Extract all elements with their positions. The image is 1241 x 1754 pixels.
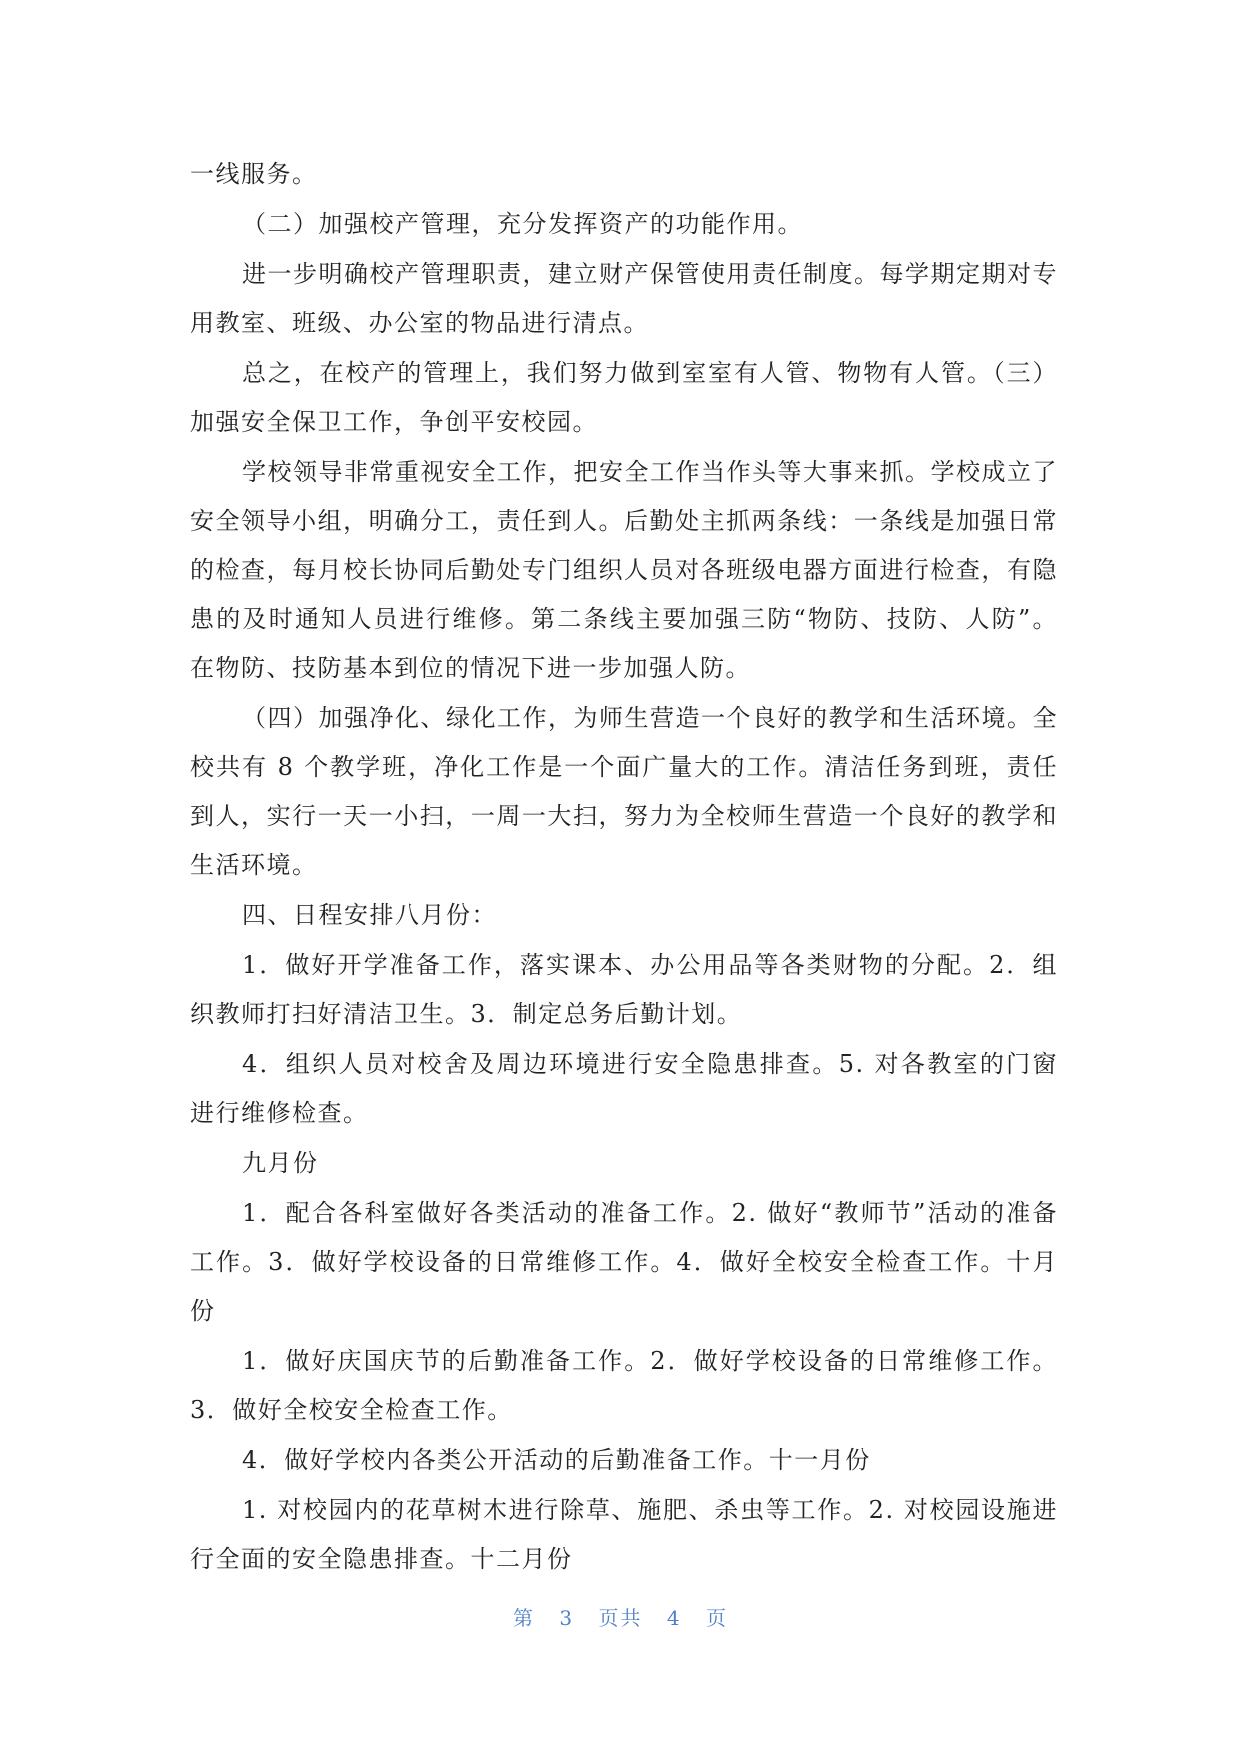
page-footer <box>0 1602 1241 1631</box>
footer-suffix: 页 <box>705 1606 728 1630</box>
paragraph: 1．做好庆国庆节的后勤准备工作。2．做好学校设备的日常维修工作。3．做好全校安全检查工作。 <box>190 1347 1058 1424</box>
paragraph: （四）加强净化、绿化工作，为师生营造一个良好的教学和生活环境。全校共有 8 个教学班，净化工作是一个面广量大的工作。清洁任务到班，责任到人，实行一天一小扫，一周一大扫，努力为全校师生营造一个良好的教学和生活环境。 <box>190 704 1058 879</box>
month-heading: 九月份 <box>242 1149 319 1177</box>
paragraph: 4．组织人员对校舍及周边环境进行安全隐患排查。5. 对各教室的门窗进行维修检查。 <box>190 1050 1058 1127</box>
footer-prefix: 第 <box>513 1606 536 1630</box>
section-heading: 四、日程安排八月份： <box>242 901 497 929</box>
footer-middle: 页共 <box>598 1606 643 1630</box>
paragraph: 1．做好开学准备工作，落实课本、办公用品等各类财物的分配。2．组织教师打扫好清洁卫生。3．制定总务后勤计划。 <box>190 951 1058 1028</box>
paragraph: 进一步明确校产管理职责，建立财产保管使用责任制度。每学期定期对专用教室、班级、办公室的物品进行清点。 <box>190 260 1058 337</box>
current-page-number: 3 <box>559 1606 575 1630</box>
paragraph: 1．配合各科室做好各类活动的准备工作。2. 做好“教师节”活动的准备工作。3．做好学校设备的日常维修工作。4．做好全校安全检查工作。十月份 <box>190 1199 1058 1325</box>
paragraph: （二）加强校产管理，充分发挥资产的功能作用。 <box>242 210 803 238</box>
total-page-number: 4 <box>666 1606 682 1630</box>
document-body <box>190 150 1058 1585</box>
paragraph: 一线服务。 <box>190 160 318 188</box>
paragraph: 学校领导非常重视安全工作，把安全工作当作头等大事来抓。学校成立了安全领导小组，明确分工，责任到人。后勤处主抓两条线：一条线是加强日常的检查，每月校长协同后勤处专门组织人员对各班级电器方面进行检查，有隐患的及时通知人员进行维修。第二条线主要加强三防“物防、技防、人防”。在物防、技防基本到位的情况下进一步加强人防。 <box>190 458 1058 682</box>
paragraph: 4．做好学校内各类公开活动的后勤准备工作。十一月份 <box>242 1446 871 1474</box>
paragraph: 1. 对校园内的花草树木进行除草、施肥、杀虫等工作。2. 对校园设施进行全面的安全隐患排查。十二月份 <box>190 1496 1058 1573</box>
paragraph: 总之，在校产的管理上，我们努力做到室室有人管、物物有人管。（三）加强安全保卫工作，争创平安校园。 <box>190 359 1058 436</box>
